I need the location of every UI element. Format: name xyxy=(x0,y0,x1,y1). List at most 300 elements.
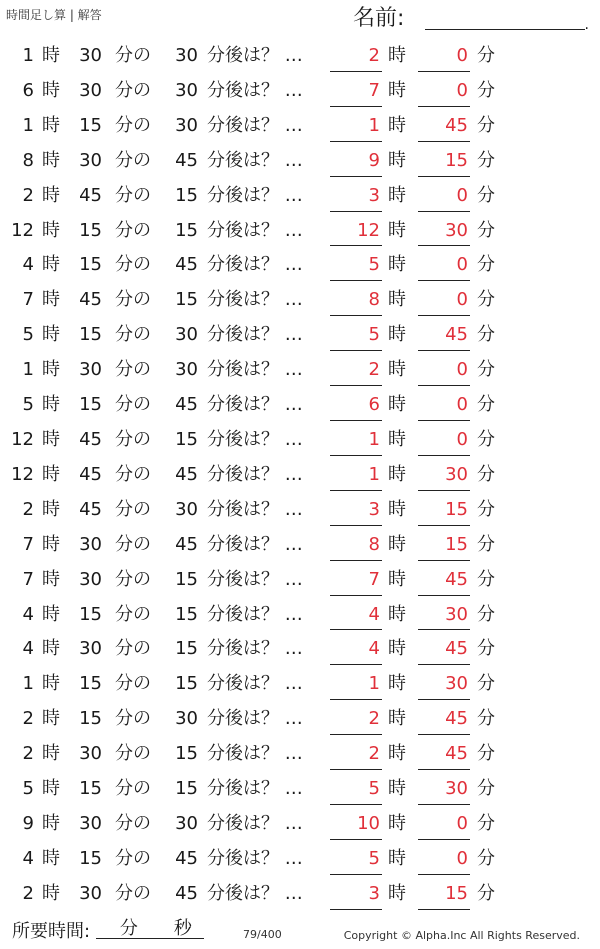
minute-of-label: 分の xyxy=(115,289,151,311)
answer-minute-label: 分 xyxy=(477,463,495,485)
answer-hour-underline xyxy=(330,280,382,281)
hour-label: 時 xyxy=(42,324,60,346)
added-minutes: 15 xyxy=(175,638,198,660)
answer-minute[interactable]: 0 xyxy=(456,812,468,834)
answer-minute-label: 分 xyxy=(477,533,495,555)
answer-minute-label: 分 xyxy=(477,638,495,660)
minute-of-label: 分の xyxy=(115,79,151,101)
start-minute: 45 xyxy=(79,289,102,311)
answer-hour-label: 時 xyxy=(388,743,406,765)
answer-minute[interactable]: 0 xyxy=(456,184,468,206)
answer-minute-underline xyxy=(418,769,470,770)
added-minutes: 30 xyxy=(175,812,198,834)
minutes-after-label: 分後は？ … xyxy=(207,882,303,904)
added-minutes: 45 xyxy=(175,847,198,869)
problem-row xyxy=(0,459,600,494)
answer-hour-underline xyxy=(330,350,382,351)
answer-hour-underline xyxy=(330,315,382,316)
answer-minute[interactable]: 30 xyxy=(445,778,468,800)
name-underline xyxy=(425,29,585,30)
added-minutes: 30 xyxy=(175,324,198,346)
answer-hour[interactable]: 4 xyxy=(368,603,380,625)
start-hour: 4 xyxy=(22,847,34,869)
answer-hour[interactable]: 5 xyxy=(368,778,380,800)
answer-hour-label: 時 xyxy=(388,533,406,555)
added-minutes: 15 xyxy=(175,673,198,695)
start-hour: 4 xyxy=(22,254,34,276)
problem-row xyxy=(0,564,600,599)
minutes-after-label: 分後は？ … xyxy=(207,114,303,136)
hour-label: 時 xyxy=(42,533,60,555)
answer-hour[interactable]: 8 xyxy=(368,289,380,311)
answer-hour[interactable]: 9 xyxy=(368,149,380,171)
minute-of-label: 分の xyxy=(115,708,151,730)
answer-minute-underline xyxy=(418,106,470,107)
name-end-mark: . xyxy=(584,17,589,33)
minutes-after-label: 分後は？ … xyxy=(207,638,303,660)
added-minutes: 15 xyxy=(175,219,198,241)
answer-minute-label: 分 xyxy=(477,254,495,276)
answer-minute[interactable]: 45 xyxy=(445,568,468,590)
answer-hour-label: 時 xyxy=(388,568,406,590)
added-minutes: 30 xyxy=(175,45,198,66)
problem-row xyxy=(0,215,600,250)
minutes-after-label: 分後は？ … xyxy=(207,254,303,276)
problem-row xyxy=(0,599,600,634)
answer-minute-underline xyxy=(418,664,470,665)
answer-hour-underline xyxy=(330,141,382,142)
problem-row xyxy=(0,284,600,319)
answer-hour[interactable]: 2 xyxy=(368,708,380,730)
answer-minute-underline xyxy=(418,560,470,561)
answer-minute-underline xyxy=(418,839,470,840)
time-taken-blank[interactable] xyxy=(96,920,204,939)
answer-minute[interactable]: 0 xyxy=(456,428,468,450)
worksheet-title: 時間足し算 | 解答 xyxy=(6,8,102,22)
answer-minute-label: 分 xyxy=(477,359,495,381)
start-hour: 2 xyxy=(22,882,34,904)
answer-minute-underline xyxy=(418,176,470,177)
answer-minute[interactable]: 30 xyxy=(445,603,468,625)
answer-minute-label: 分 xyxy=(477,45,495,66)
page-number: 79/400 xyxy=(243,928,282,941)
answer-hour-underline xyxy=(330,595,382,596)
minutes-after-label: 分後は？ … xyxy=(207,289,303,311)
start-hour: 5 xyxy=(22,778,34,800)
minute-of-label: 分の xyxy=(115,324,151,346)
start-minute: 15 xyxy=(79,778,102,800)
answer-minute[interactable]: 30 xyxy=(445,673,468,695)
answer-hour[interactable]: 3 xyxy=(368,498,380,520)
minutes-after-label: 分後は？ … xyxy=(207,673,303,695)
answer-minute-label: 分 xyxy=(477,289,495,311)
hour-label: 時 xyxy=(42,638,60,660)
answer-hour[interactable]: 2 xyxy=(368,359,380,381)
start-minute: 45 xyxy=(79,463,102,485)
problem-row xyxy=(0,668,600,703)
answer-minute-label: 分 xyxy=(477,428,495,450)
problem-row xyxy=(0,424,600,459)
answer-minute[interactable]: 15 xyxy=(445,149,468,171)
hour-label: 時 xyxy=(42,882,60,904)
answer-hour-underline xyxy=(330,176,382,177)
time-taken xyxy=(12,920,204,943)
added-minutes: 30 xyxy=(175,498,198,520)
start-minute: 15 xyxy=(79,673,102,695)
minute-of-label: 分の xyxy=(115,638,151,660)
added-minutes: 45 xyxy=(175,149,198,171)
start-minute: 15 xyxy=(79,254,102,276)
answer-minute-underline xyxy=(418,699,470,700)
hour-label: 時 xyxy=(42,428,60,450)
answer-hour-label: 時 xyxy=(388,882,406,904)
added-minutes: 45 xyxy=(175,533,198,555)
start-minute: 15 xyxy=(79,603,102,625)
answer-hour-label: 時 xyxy=(388,149,406,171)
start-hour: 2 xyxy=(22,708,34,730)
start-hour: 12 xyxy=(11,219,34,241)
answer-minute-label: 分 xyxy=(477,324,495,346)
hour-label: 時 xyxy=(42,289,60,311)
problem-list xyxy=(0,40,600,913)
answer-hour-label: 時 xyxy=(388,812,406,834)
minutes-after-label: 分後は？ … xyxy=(207,603,303,625)
hour-label: 時 xyxy=(42,149,60,171)
answer-hour-underline xyxy=(330,699,382,700)
start-hour: 1 xyxy=(22,359,34,381)
answer-minute-label: 分 xyxy=(477,812,495,834)
start-hour: 12 xyxy=(11,463,34,485)
start-hour: 1 xyxy=(22,45,34,66)
minute-of-label: 分の xyxy=(115,114,151,136)
hour-label: 時 xyxy=(42,254,60,276)
minutes-unit: 分 xyxy=(119,918,138,939)
answer-minute-underline xyxy=(418,420,470,421)
answer-hour-label: 時 xyxy=(388,498,406,520)
answer-hour[interactable]: 8 xyxy=(368,533,380,555)
answer-minute-underline xyxy=(418,350,470,351)
start-hour: 7 xyxy=(22,533,34,555)
answer-hour[interactable]: 12 xyxy=(357,219,380,241)
answer-minute-underline xyxy=(418,490,470,491)
answer-hour[interactable]: 1 xyxy=(368,428,380,450)
start-hour: 2 xyxy=(22,498,34,520)
answer-minute[interactable]: 45 xyxy=(445,743,468,765)
minutes-after-label: 分後は？ … xyxy=(207,149,303,171)
problem-row xyxy=(0,773,600,808)
answer-hour[interactable]: 5 xyxy=(368,254,380,276)
problem-row xyxy=(0,249,600,284)
problem-row xyxy=(0,75,600,110)
answer-minute-underline xyxy=(418,71,470,72)
answer-hour[interactable]: 6 xyxy=(368,394,380,416)
minutes-after-label: 分後は？ … xyxy=(207,778,303,800)
answer-minute-underline xyxy=(418,874,470,875)
answer-hour[interactable]: 5 xyxy=(368,847,380,869)
start-minute: 30 xyxy=(79,568,102,590)
hour-label: 時 xyxy=(42,114,60,136)
hour-label: 時 xyxy=(42,568,60,590)
answer-minute[interactable]: 0 xyxy=(456,359,468,381)
start-minute: 45 xyxy=(79,498,102,520)
start-minute: 15 xyxy=(79,219,102,241)
start-minute: 15 xyxy=(79,708,102,730)
answer-hour-label: 時 xyxy=(388,463,406,485)
answer-hour-label: 時 xyxy=(388,184,406,206)
answer-minute[interactable]: 0 xyxy=(456,45,468,66)
answer-hour-label: 時 xyxy=(388,289,406,311)
answer-minute-label: 分 xyxy=(477,743,495,765)
answer-minute-label: 分 xyxy=(477,882,495,904)
start-hour: 2 xyxy=(22,743,34,765)
start-minute: 30 xyxy=(79,79,102,101)
answer-hour-label: 時 xyxy=(388,847,406,869)
answer-hour-label: 時 xyxy=(388,428,406,450)
hour-label: 時 xyxy=(42,219,60,241)
minutes-after-label: 分後は？ … xyxy=(207,568,303,590)
problem-row xyxy=(0,738,600,773)
problem-row xyxy=(0,145,600,180)
answer-hour[interactable]: 7 xyxy=(368,568,380,590)
start-minute: 30 xyxy=(79,45,102,66)
answer-minute-label: 分 xyxy=(477,149,495,171)
answer-minute-label: 分 xyxy=(477,498,495,520)
answer-minute[interactable]: 30 xyxy=(445,219,468,241)
problem-row xyxy=(0,40,600,75)
hour-label: 時 xyxy=(42,463,60,485)
start-hour: 7 xyxy=(22,568,34,590)
minutes-after-label: 分後は？ … xyxy=(207,324,303,346)
seconds-unit: 秒 xyxy=(173,918,192,939)
problem-row xyxy=(0,878,600,913)
answer-hour[interactable]: 2 xyxy=(368,743,380,765)
answer-hour-underline xyxy=(330,839,382,840)
hour-label: 時 xyxy=(42,708,60,730)
start-minute: 30 xyxy=(79,638,102,660)
start-hour: 12 xyxy=(11,428,34,450)
answer-minute-underline xyxy=(418,804,470,805)
minute-of-label: 分の xyxy=(115,498,151,520)
answer-hour[interactable]: 1 xyxy=(368,463,380,485)
answer-hour[interactable]: 7 xyxy=(368,79,380,101)
problem-row xyxy=(0,494,600,529)
answer-hour-underline xyxy=(330,629,382,630)
answer-minute[interactable]: 15 xyxy=(445,533,468,555)
answer-hour-underline xyxy=(330,874,382,875)
problem-row xyxy=(0,843,600,878)
minutes-after-label: 分後は？ … xyxy=(207,359,303,381)
answer-minute-label: 分 xyxy=(477,673,495,695)
answer-minute[interactable]: 45 xyxy=(445,708,468,730)
answer-minute-label: 分 xyxy=(477,184,495,206)
answer-minute-label: 分 xyxy=(477,219,495,241)
problem-row xyxy=(0,354,600,389)
added-minutes: 45 xyxy=(175,254,198,276)
problem-row xyxy=(0,110,600,145)
minute-of-label: 分の xyxy=(115,812,151,834)
hour-label: 時 xyxy=(42,359,60,381)
answer-hour-underline xyxy=(330,804,382,805)
minutes-after-label: 分後は？ … xyxy=(207,79,303,101)
minutes-after-label: 分後は？ … xyxy=(207,428,303,450)
answer-minute-underline xyxy=(418,141,470,142)
minute-of-label: 分の xyxy=(115,568,151,590)
answer-hour-label: 時 xyxy=(388,673,406,695)
answer-hour[interactable]: 10 xyxy=(357,812,380,834)
answer-minute-underline xyxy=(418,525,470,526)
minutes-after-label: 分後は？ … xyxy=(207,533,303,555)
minute-of-label: 分の xyxy=(115,882,151,904)
time-taken-label: 所要時間: xyxy=(12,921,91,942)
start-hour: 9 xyxy=(22,812,34,834)
answer-hour-underline xyxy=(330,455,382,456)
problem-row xyxy=(0,703,600,738)
start-minute: 15 xyxy=(79,394,102,416)
start-minute: 30 xyxy=(79,149,102,171)
start-hour: 4 xyxy=(22,638,34,660)
minute-of-label: 分の xyxy=(115,428,151,450)
start-minute: 15 xyxy=(79,847,102,869)
minutes-after-label: 分後は？ … xyxy=(207,184,303,206)
answer-minute[interactable]: 15 xyxy=(445,498,468,520)
answer-minute[interactable]: 0 xyxy=(456,254,468,276)
answer-hour-underline xyxy=(330,211,382,212)
answer-minute-underline xyxy=(418,909,470,910)
added-minutes: 15 xyxy=(175,289,198,311)
added-minutes: 45 xyxy=(175,882,198,904)
minutes-after-label: 分後は？ … xyxy=(207,463,303,485)
answer-hour-underline xyxy=(330,909,382,910)
hour-label: 時 xyxy=(42,603,60,625)
answer-hour-label: 時 xyxy=(388,603,406,625)
minute-of-label: 分の xyxy=(115,673,151,695)
added-minutes: 15 xyxy=(175,184,198,206)
hour-label: 時 xyxy=(42,743,60,765)
answer-hour-label: 時 xyxy=(388,219,406,241)
answer-hour-underline xyxy=(330,106,382,107)
answer-hour[interactable]: 1 xyxy=(368,114,380,136)
added-minutes: 30 xyxy=(175,79,198,101)
answer-hour[interactable]: 3 xyxy=(368,184,380,206)
answer-minute-underline xyxy=(418,315,470,316)
answer-minute-underline xyxy=(418,734,470,735)
answer-minute[interactable]: 45 xyxy=(445,638,468,660)
answer-minute-label: 分 xyxy=(477,847,495,869)
answer-minute[interactable]: 0 xyxy=(456,79,468,101)
minutes-after-label: 分後は？ … xyxy=(207,812,303,834)
start-minute: 30 xyxy=(79,812,102,834)
answer-hour[interactable]: 3 xyxy=(368,882,380,904)
answer-minute-underline xyxy=(418,280,470,281)
added-minutes: 15 xyxy=(175,428,198,450)
minute-of-label: 分の xyxy=(115,184,151,206)
added-minutes: 30 xyxy=(175,359,198,381)
minutes-after-label: 分後は？ … xyxy=(207,743,303,765)
name-label: 名前: xyxy=(353,6,405,31)
start-hour: 7 xyxy=(22,289,34,311)
answer-minute[interactable]: 15 xyxy=(445,882,468,904)
answer-minute-underline xyxy=(418,629,470,630)
minutes-after-label: 分後は？ … xyxy=(207,45,303,66)
start-hour: 8 xyxy=(22,149,34,171)
minute-of-label: 分の xyxy=(115,219,151,241)
answer-hour-label: 時 xyxy=(388,638,406,660)
hour-label: 時 xyxy=(42,847,60,869)
answer-hour[interactable]: 4 xyxy=(368,638,380,660)
answer-minute[interactable]: 0 xyxy=(456,394,468,416)
added-minutes: 15 xyxy=(175,568,198,590)
start-minute: 45 xyxy=(79,184,102,206)
copyright: Copyright © Alpha.Inc All Rights Reserved. xyxy=(343,929,580,942)
start-minute: 30 xyxy=(79,882,102,904)
minutes-after-label: 分後は？ … xyxy=(207,498,303,520)
added-minutes: 30 xyxy=(175,114,198,136)
hour-label: 時 xyxy=(42,812,60,834)
start-minute: 30 xyxy=(79,743,102,765)
start-hour: 1 xyxy=(22,673,34,695)
answer-minute-underline xyxy=(418,211,470,212)
hour-label: 時 xyxy=(42,79,60,101)
answer-hour-label: 時 xyxy=(388,708,406,730)
hour-label: 時 xyxy=(42,184,60,206)
answer-hour-label: 時 xyxy=(388,324,406,346)
answer-minute[interactable]: 0 xyxy=(456,847,468,869)
answer-minute[interactable]: 45 xyxy=(445,114,468,136)
answer-hour-label: 時 xyxy=(388,254,406,276)
answer-hour-underline xyxy=(330,664,382,665)
name-field[interactable] xyxy=(353,6,593,32)
hour-label: 時 xyxy=(42,498,60,520)
start-hour: 1 xyxy=(22,114,34,136)
answer-minute[interactable]: 30 xyxy=(445,463,468,485)
answer-hour-underline xyxy=(330,560,382,561)
problem-row xyxy=(0,180,600,215)
start-minute: 15 xyxy=(79,324,102,346)
start-minute: 30 xyxy=(79,533,102,555)
added-minutes: 15 xyxy=(175,778,198,800)
answer-hour-label: 時 xyxy=(388,114,406,136)
answer-minute-underline xyxy=(418,595,470,596)
minutes-after-label: 分後は？ … xyxy=(207,708,303,730)
answer-hour[interactable]: 5 xyxy=(368,324,380,346)
answer-minute-label: 分 xyxy=(477,603,495,625)
added-minutes: 15 xyxy=(175,603,198,625)
answer-hour-underline xyxy=(330,385,382,386)
answer-hour[interactable]: 1 xyxy=(368,673,380,695)
answer-minute-label: 分 xyxy=(477,568,495,590)
minute-of-label: 分の xyxy=(115,743,151,765)
minutes-after-label: 分後は？ … xyxy=(207,847,303,869)
hour-label: 時 xyxy=(42,394,60,416)
start-minute: 15 xyxy=(79,114,102,136)
start-hour: 4 xyxy=(22,603,34,625)
problem-row xyxy=(0,808,600,843)
problem-row xyxy=(0,319,600,354)
answer-minute[interactable]: 45 xyxy=(445,324,468,346)
answer-hour-label: 時 xyxy=(388,778,406,800)
answer-minute-label: 分 xyxy=(477,778,495,800)
start-hour: 6 xyxy=(22,79,34,101)
answer-minute[interactable]: 0 xyxy=(456,289,468,311)
answer-hour-underline xyxy=(330,71,382,72)
answer-minute-label: 分 xyxy=(477,708,495,730)
answer-hour[interactable]: 2 xyxy=(368,45,380,66)
start-minute: 45 xyxy=(79,428,102,450)
problem-row xyxy=(0,529,600,564)
minute-of-label: 分の xyxy=(115,254,151,276)
minutes-after-label: 分後は？ … xyxy=(207,394,303,416)
problem-row xyxy=(0,389,600,424)
